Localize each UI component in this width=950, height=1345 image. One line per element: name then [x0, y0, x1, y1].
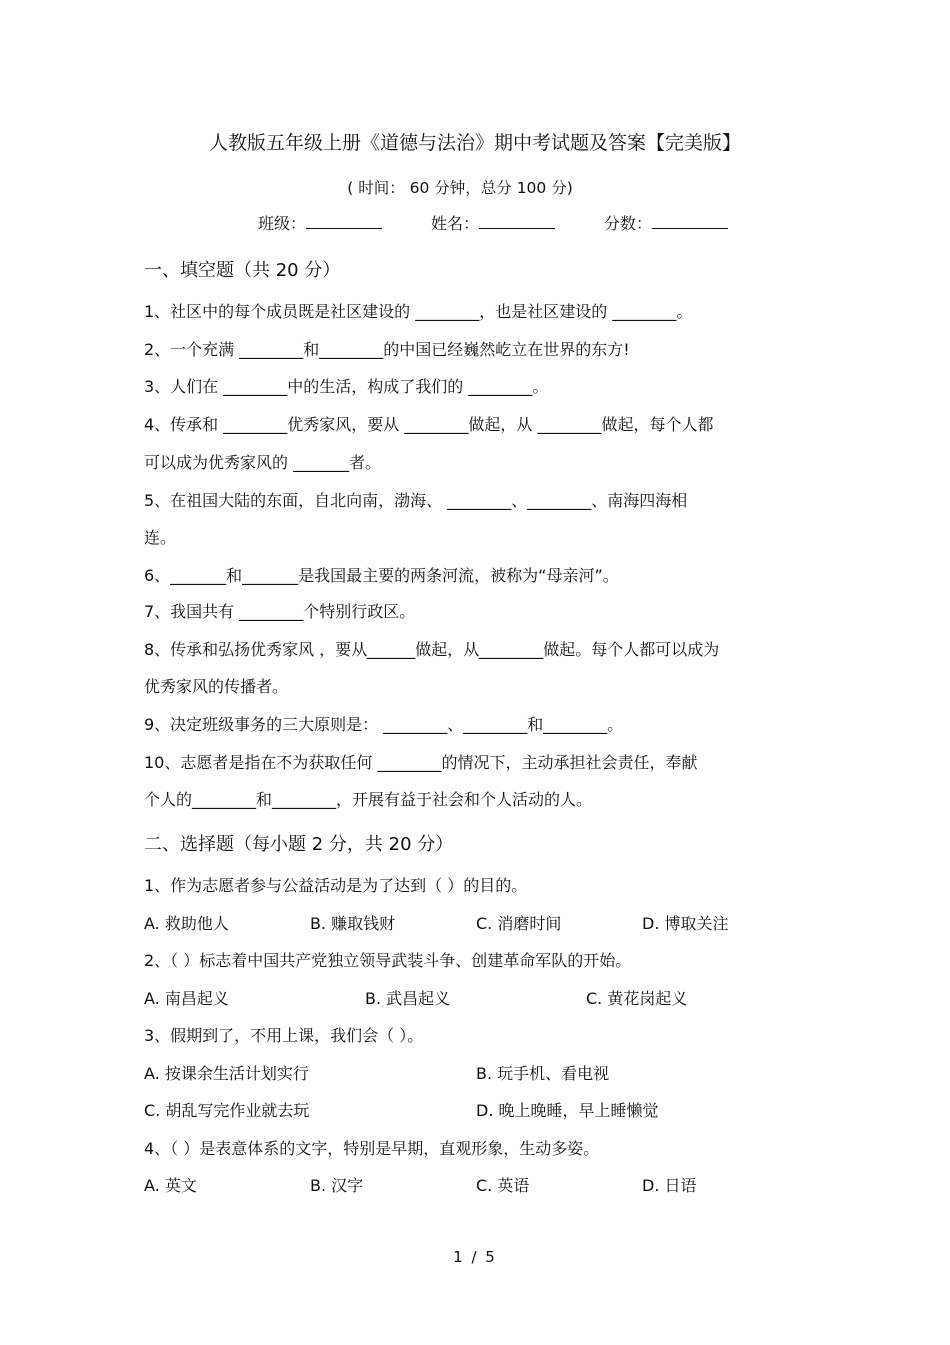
fill-question-line: 4、传承和 ________优秀家风，要从 ________做起，从 ________做起，每个人都 [144, 415, 714, 434]
choice-option: A. 英文 [144, 1176, 197, 1195]
class-label: 班级： [258, 214, 307, 233]
name-label: 姓名： [431, 214, 480, 233]
choice-question-stem: 2、（ ）标志着中国共产党独立领导武装斗争、创建革命军队的开始。 [144, 951, 632, 970]
choice-question-stem: 1、作为志愿者参与公益活动是为了达到（ ）的目的。 [144, 876, 528, 895]
choice-option: B. 玩手机、看电视 [476, 1064, 610, 1083]
fill-question-line: 8、传承和弘扬优秀家风 ，要从______做起，从________做起。每个人都可以成为 [144, 640, 720, 659]
fill-question-line: 2、一个充满 ________和________的中国已经巍然屹立在世界的东方! [144, 340, 630, 359]
fill-question-line: 个人的________和________，开展有益于社会和个人活动的人。 [144, 790, 593, 809]
page-number: 1 / 5 [453, 1248, 497, 1266]
fill-question-line: 10、志愿者是指在不为获取任何 ________的情况下，主动承担社会责任，奉献 [144, 753, 698, 772]
choice-option: D. 晚上晚睡，早上睡懒觉 [476, 1101, 659, 1120]
choice-option: C. 消磨时间 [476, 914, 562, 933]
choice-option: C. 胡乱写完作业就去玩 [144, 1101, 310, 1120]
name-field [431, 211, 555, 234]
exam-time-score: ( 时间： 60 分钟，总分 100 分) [347, 179, 573, 197]
choice-option: A. 按课余生活计划实行 [144, 1064, 309, 1083]
class-field [258, 211, 382, 234]
choice-option: D. 博取关注 [642, 914, 729, 933]
choice-option: A. 南昌起义 [144, 989, 229, 1008]
fill-question-line: 3、人们在 ________中的生活，构成了我们的 ________。 [144, 377, 549, 396]
choice-option: C. 黄花岗起义 [586, 989, 688, 1008]
choice-option: D. 日语 [642, 1176, 697, 1195]
class-blank [306, 212, 382, 229]
choice-option: A. 救助他人 [144, 914, 229, 933]
document-title: 人教版五年级上册《道德与法治》期中考试题及答案【完美版】 [208, 132, 741, 154]
choice-option: B. 汉字 [310, 1176, 364, 1195]
fill-question-line: 连。 [144, 528, 177, 547]
choice-question-stem: 4、（ ）是表意体系的文字，特别是早期，直观形象，生动多姿。 [144, 1139, 600, 1158]
fill-question-line: 可以成为优秀家风的 _______者。 [144, 453, 382, 472]
fill-question-line: 优秀家风的传播者。 [144, 677, 289, 696]
score-field [604, 211, 728, 234]
choice-question-stem: 3、假期到了，不用上课，我们会（ ）。 [144, 1026, 424, 1045]
choice-option: B. 赚取钱财 [310, 914, 396, 933]
fill-question-line: 7、我国共有 ________个特别行政区。 [144, 602, 416, 621]
fill-question-line: 6、_______和_______是我国最主要的两条河流，被称为“母亲河”。 [144, 566, 619, 585]
name-blank [479, 212, 555, 229]
fill-question-line: 9、决定班级事务的三大原则是： ________、________和________。 [144, 715, 624, 734]
score-label: 分数： [604, 214, 653, 233]
section-heading-fill-blank: 一、填空题（共 20 分） [144, 260, 341, 281]
section-heading-multiple-choice: 二、选择题（每小题 2 分，共 20 分） [144, 834, 454, 855]
fill-question-line: 5、在祖国大陆的东面，自北向南，渤海、 ________、________、南海四海相 [144, 491, 688, 510]
score-blank [652, 212, 728, 229]
choice-option: C. 英语 [476, 1176, 530, 1195]
fill-question-line: 1、社区中的每个成员既是社区建设的 ________，也是社区建设的 ________。 [144, 302, 693, 321]
choice-option: B. 武昌起义 [365, 989, 451, 1008]
